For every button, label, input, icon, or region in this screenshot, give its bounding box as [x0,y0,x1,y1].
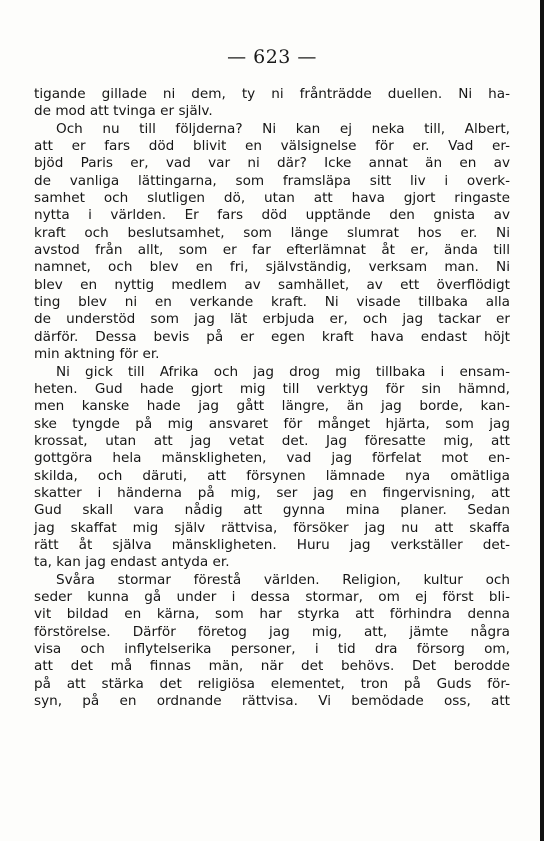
text-line: vit bildad en kärna, som har styrka att förhindra denna [34,606,510,623]
text-line: avstod från allt, som er far efterlämnat åt er, ända till [34,242,510,259]
text-line: Ni gick till Afrika och jag drog mig tillbaka i ensam- [56,363,510,380]
text-line: gottgöra hela mänskligheten, vad jag förfelat mot en- [34,450,510,467]
text-line: heten. Gud hade gjort mig till verktyg för sin hämnd, [34,380,510,397]
text-line: samhet och slutligen dö, utan att hava gjort ringaste [34,190,510,207]
text-line: Svåra stormar förestå världen. Religion, kultur och [56,571,510,588]
body-text [34,86,510,710]
text-line: rätt åt själva mänskligheten. Huru jag verkställer det- [34,536,510,553]
text-line: min aktning för er. [34,346,160,363]
text-line: nytta i världen. Er fars död upptände den gnista av [34,207,510,224]
text-line: att det må finnas män, när det behövs. Det berodde [34,658,510,675]
text-line: de understöd som jag lät erbjuda er, och jag tackar er [34,311,510,328]
text-line: ting blev ni en verkande kraft. Ni visade tillbaka alla [34,294,510,311]
text-line: ta, kan jag endast antyda er. [34,554,230,571]
text-line: att er fars död blivit en välsignelse för er. Vad er- [34,138,510,155]
text-line: förstörelse. Därför företog jag mig, att, jämte några [34,623,510,640]
text-line: därför. Dessa bevis på er egen kraft hava endast höjt [34,328,510,345]
text-line: de vanliga lättingarna, som framsläpa sitt liv i overk- [34,172,510,189]
text-line: de mod att tvinga er själv. [34,103,213,120]
text-line: kraft och beslutsamhet, som länge slumrat hos er. Ni [34,224,510,241]
text-line: blev en nyttig medlem av samhället, av ett överflödigt [34,276,510,293]
page-edge-shadow [540,0,544,841]
text-line: seder kunna gå under i dessa stormar, om ej först bli- [34,588,510,605]
text-line: skilda, och däruti, att försynen lämnade nya omätliga [34,467,510,484]
text-line: men kanske hade jag gått längre, än jag borde, kan- [34,398,510,415]
text-line: ske tyngde på mig ansvaret för månget hjärta, som jag [34,415,510,432]
text-line: bjöd Paris er, vad var ni där? Icke annat än en av [34,155,510,172]
text-line: krossat, utan att jag vetat det. Jag föresatte mig, att [34,432,510,449]
text-line: syn, på en ordnande rättvisa. Vi bemödade oss, att [34,693,510,710]
text-line: Och nu till följderna? Ni kan ej neka till, Albert, [56,120,510,137]
text-line: på att stärka det religiösa elementet, tron på Guds för- [34,675,510,692]
page-number: — 623 — [227,46,317,68]
text-line: tigande gillade ni dem, ty ni frånträdde duellen. Ni ha- [34,86,510,102]
text-line: Gud skall vara nådig att gynna mina planer. Sedan [34,502,510,519]
text-line: skatter i händerna på mig, ser jag en fingervisning, att [34,484,510,501]
text-line: visa och inflytelserika personer, i tid dra försorg om, [34,641,510,657]
text-line: namnet, och blev en fri, självständig, verksam man. Ni [34,259,510,276]
text-line: jag skaffat mig själv rättvisa, försöker jag nu att skaffa [34,519,510,536]
